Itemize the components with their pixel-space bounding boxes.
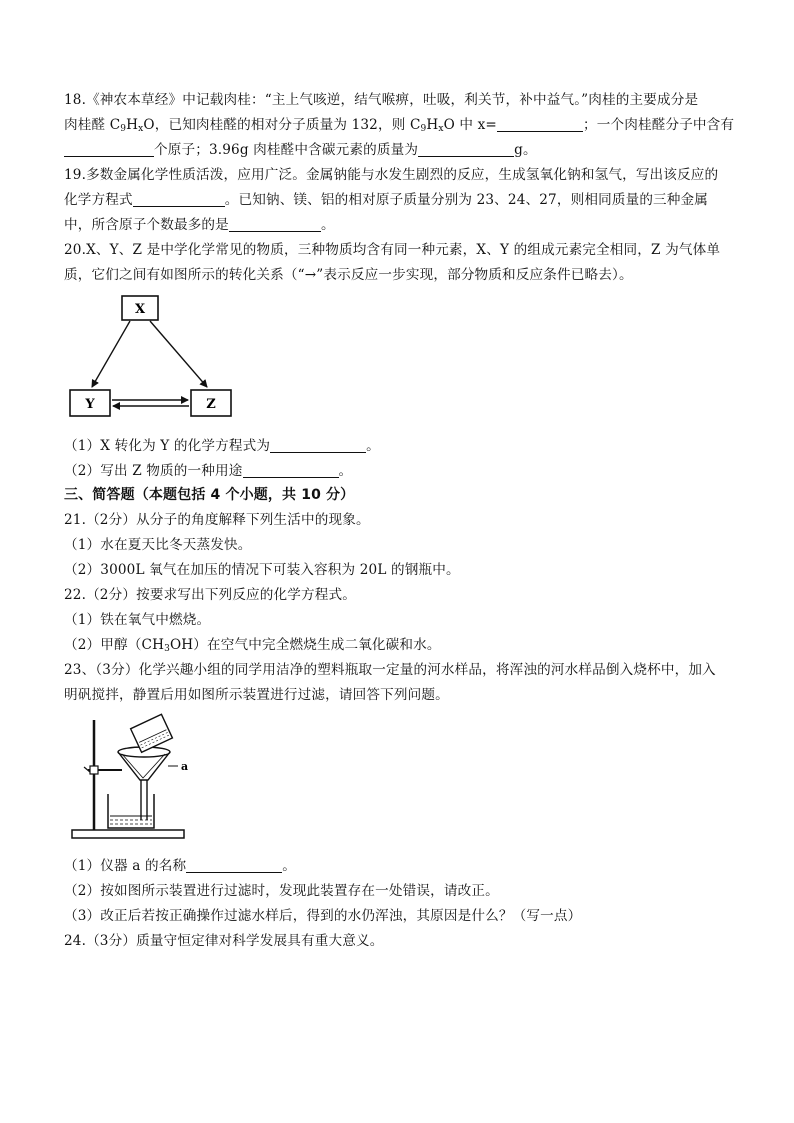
label-x: X	[134, 302, 146, 317]
q19-text-2a: 化学方程式	[64, 192, 133, 208]
arrow-x-to-z	[150, 321, 207, 387]
q22-p1-text: （1）铁在氧气中燃烧。	[64, 612, 211, 628]
q18-sub-9b: 9	[420, 124, 427, 134]
q23-p3-text: （3）改正后若按正确操作过滤水样后，得到的水仍浑浊，其原因是什么？（写一点）	[64, 908, 582, 924]
q19-text-3a: 中，所含原子个数最多的是	[64, 217, 229, 233]
q19-line-3	[64, 215, 734, 235]
answer-blank-z-use[interactable]	[243, 463, 339, 478]
q22-part-1	[64, 610, 734, 630]
q22-stem	[64, 585, 734, 605]
answer-blank-instrument-a[interactable]	[186, 858, 282, 873]
answer-blank-metal[interactable]	[229, 217, 321, 232]
q18-sub-9: 9	[120, 124, 127, 134]
q18-text-3a: 个原子；3.96g 肉桂醛中含碳元素的质量为	[154, 142, 419, 158]
q20-p1-end: 。	[366, 438, 380, 454]
q21-p1-text: （1）水在夏天比冬天蒸发快。	[64, 537, 252, 553]
q20-line-1	[64, 240, 734, 260]
q22-p2-text-c: OH）在空气中完全燃烧生成二氧化碳和水。	[169, 637, 441, 653]
q23-part-1	[64, 856, 734, 876]
q20-text-1: 20.X、Y、Z 是中学化学常见的物质，三种物质均含有同一种元素，X、Y 的组成元素完全相同，Z 为气体单	[64, 242, 721, 258]
q20-p1-text: （1）X 转化为 Y 的化学方程式为	[64, 438, 271, 454]
q18-line-2	[64, 115, 734, 135]
q18-text-2j: ；一个肉桂醛分子中含有	[582, 117, 735, 133]
q18-text-3b: g。	[514, 142, 537, 158]
answer-blank-atoms[interactable]	[64, 142, 154, 157]
q21-part-1	[64, 535, 734, 555]
q20-p2-end: 。	[338, 463, 353, 479]
q19-line-2	[64, 190, 734, 210]
q18-sub-x: x	[138, 124, 144, 134]
q18-line-1	[64, 90, 734, 110]
q22-part-2	[64, 635, 734, 655]
q23-text-1: 23、（3分）化学兴趣小组的同学用洁净的塑料瓶取一定量的河水样品，将浑浊的河水样品倒入烧杯中，加入	[64, 662, 716, 678]
q20-part-1	[64, 436, 734, 456]
q18-text-h: H	[126, 117, 139, 133]
q23-line-2	[64, 685, 734, 705]
q20-line-2	[64, 265, 734, 285]
q18-text-1: 18.《神农本草经》中记载肉桂：“主上气咳逆，结气喉痹，吐吸，利关节，补中益气。”肉桂的主要成分是	[64, 92, 699, 108]
q20-p2-text: （2）写出 Z 物质的一种用途	[64, 463, 243, 479]
label-y: Y	[85, 397, 95, 412]
q21-p2-text: （2）3000L 氧气在加压的情况下可装入容积为 20L 的钢瓶中。	[64, 562, 460, 578]
q22-p2-text-a: （2）甲醇（CH	[64, 637, 165, 653]
clamp-boss	[90, 766, 98, 774]
conversion-diagram	[64, 290, 244, 425]
q23-part-2	[64, 881, 734, 901]
q24-stem	[64, 931, 734, 951]
q23-p1-end: 。	[282, 858, 296, 874]
answer-blank-carbon-mass[interactable]	[418, 142, 514, 157]
q21-stem	[64, 510, 734, 530]
q19-text-2b: 。已知钠、镁、铝的相对原子质量分别为 23、24、27，则相同质量的三种金属	[224, 192, 709, 208]
q18-text-2i: O 中 x=	[443, 117, 497, 133]
q23-text-2: 明矾搅拌，静置后用如图所示装置进行过滤，请回答下列问题。	[64, 687, 449, 703]
q23-line-1	[64, 660, 734, 680]
section-3-title-text: 三、简答题（本题包括 4 个小题，共 10 分）	[64, 487, 355, 503]
q19-text-3b: 。	[320, 217, 335, 233]
q22-stem-text: 22.（2分）按要求写出下列反应的化学方程式。	[64, 587, 356, 603]
q18-text-hb: H	[426, 117, 439, 133]
q18-text-2e: O，已知肉桂醛的相对分子质量为 132，则 C	[143, 117, 421, 133]
label-a: a	[181, 760, 189, 773]
q18-line-3	[64, 140, 734, 160]
q19-text-1: 19.多数金属化学性质活泼，应用广泛。金属钠能与水发生剧烈的反应，生成氢氧化钠和氢气，写出该反应的	[64, 167, 719, 183]
section-3-title	[64, 485, 734, 505]
stand-base	[72, 830, 184, 838]
q23-part-3	[64, 906, 734, 926]
filtration-apparatus	[64, 712, 214, 844]
label-z: Z	[206, 397, 216, 412]
q22-sub-3: 3	[164, 644, 170, 654]
q20-part-2	[64, 461, 734, 481]
answer-blank-equation[interactable]	[133, 192, 225, 207]
q23-p1-text: （1）仪器 a 的名称	[64, 858, 187, 874]
q23-p2-text: （2）按如图所示装置进行过滤时，发现此装置存在一处错误，请改正。	[64, 883, 499, 899]
q21-part-2	[64, 560, 734, 580]
answer-blank-x[interactable]	[497, 117, 583, 132]
q19-line-1	[64, 165, 734, 185]
answer-blank-x-to-y[interactable]	[270, 438, 366, 453]
q24-stem-text: 24.（3分）质量守恒定律对科学发展具有重大意义。	[64, 933, 384, 949]
q20-text-2: 质，它们之间有如图所示的转化关系（“→”表示反应一步实现，部分物质和反应条件已略去）。	[64, 267, 633, 283]
q21-stem-text: 21.（2分）从分子的角度解释下列生活中的现象。	[64, 512, 370, 528]
arrow-x-to-y	[92, 321, 130, 387]
q18-text-2a: 肉桂醛 C	[64, 117, 121, 133]
q18-sub-xb: x	[438, 124, 444, 134]
